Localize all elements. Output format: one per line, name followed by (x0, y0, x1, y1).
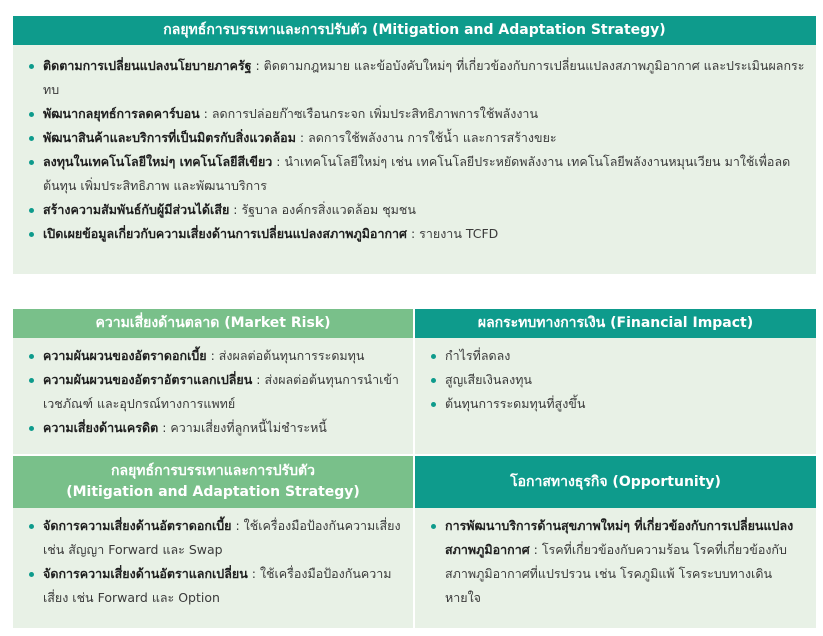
item-title: สร้างความสัมพันธ์กับผู้มีส่วนได้เสีย (43, 202, 230, 217)
mitigation-strategy-panel (13, 45, 816, 274)
item-title: จัดการความเสี่ยงด้านอัตราดอกเบี้ย (43, 518, 232, 533)
market-mitigation-panel (13, 508, 413, 628)
item-title: พัฒนาสินค้าและบริการที่เป็นมิตรกับสิ่งแวดล้อม (43, 130, 296, 145)
list-item (23, 198, 806, 222)
mitigation-list (23, 514, 403, 610)
list-item (23, 416, 403, 440)
financial-impact-header (415, 309, 816, 338)
item-title: ลงทุนในเทคโนโลยีใหม่ๆ เทคโนโลยีสีเขียว (43, 154, 273, 169)
item-text: : ลดการปล่อยก๊าซเรือนกระจก เพิ่มประสิทธิภาพการใช้พลังงาน (199, 106, 538, 121)
list-item (23, 102, 806, 126)
item-text: ต้นทุนการระดมทุนที่สูงขึ้น (445, 396, 586, 411)
item-title: ความเสี่ยงด้านเครดิต (43, 420, 159, 435)
list-item (425, 392, 806, 416)
item-title: พัฒนากลยุทธ์การลดคาร์บอน (43, 106, 200, 121)
list-item (425, 368, 806, 392)
list-item (23, 54, 806, 102)
market-risk-panel (13, 338, 413, 454)
section-title: ความเสี่ยงด้านตลาด (Market Risk) (95, 315, 331, 331)
item-title: เปิดเผยข้อมูลเกี่ยวกับความเสี่ยงด้านการเปลี่ยนแปลงสภาพภูมิอากาศ (43, 226, 407, 241)
item-title: จัดการความเสี่ยงด้านอัตราแลกเปลี่ยน (43, 566, 248, 581)
item-text: : รัฐบาล องค์กรสิ่งแวดล้อม ชุมชน (229, 202, 416, 217)
item-title: ติดตามการเปลี่ยนแปลงนโยบายภาครัฐ (43, 58, 252, 73)
item-text: กำไรที่ลดลง (445, 348, 511, 363)
strategy-list (23, 54, 806, 246)
impact-list (425, 344, 806, 416)
list-item (23, 562, 403, 610)
market-risk-header (13, 309, 413, 338)
financial-impact-panel (415, 338, 816, 454)
section-title-line-1: กลยุทธ์การบรรเทาและการปรับตัว (111, 463, 315, 479)
item-text: : ลดการใช้พลังงาน การใช้น้ำ และการสร้างขยะ (295, 130, 557, 145)
opportunity-list (425, 514, 806, 610)
item-text: : นำเทคโนโลยีใหม่ๆ เช่น เทคโนโลยีประหยัดพลังงาน เทคโนโลยีพลังงานหมุนเวียน มาใช้เพื่อลดต้นทุน เพิ่มประสิทธิภาพ และพัฒนาบริการ (43, 154, 791, 193)
item-title: การพัฒนาบริการด้านสุขภาพใหม่ๆ ที่เกี่ยวข้องกับการเปลี่ยนแปลงสภาพภูมิอากาศ (445, 518, 794, 557)
item-text: : ส่งผลต่อต้นทุนการนำเข้าเวชภัณฑ์ และอุปกรณ์ทางการแพทย์ (43, 372, 399, 411)
item-text: : โรคที่เกี่ยวข้องกับความร้อน โรคที่เกี่ยวข้องกับสภาพภูมิอากาศที่แปรปรวน เช่น โรคภูมิแพ้ โรคระบบทางเดินหายใจ (445, 542, 787, 605)
list-item (23, 344, 403, 368)
list-item (425, 344, 806, 368)
list-item (23, 514, 403, 562)
item-text: สูญเสียเงินลงทุน (445, 372, 532, 387)
list-item (425, 514, 806, 610)
item-title: ความผันผวนของอัตราอัตราแลกเปลี่ยน (43, 372, 253, 387)
list-item (23, 126, 806, 150)
section-title-line-2: (Mitigation and Adaptation Strategy) (66, 484, 360, 500)
list-item (23, 222, 806, 246)
market-mitigation-header (13, 456, 413, 508)
section-title: กลยุทธ์การบรรเทาและการปรับตัว (Mitigation and Adaptation Strategy) (163, 22, 666, 38)
opportunity-header (415, 456, 816, 508)
risk-list (23, 344, 403, 440)
item-text: : ความเสี่ยงที่ลูกหนี้ไม่ชำระหนี้ (158, 420, 327, 435)
opportunity-panel (415, 508, 816, 628)
item-text: : ส่งผลต่อต้นทุนการระดมทุน (206, 348, 365, 363)
mitigation-strategy-header (13, 16, 816, 45)
section-title: ผลกระทบทางการเงิน (Financial Impact) (477, 315, 754, 331)
item-text: : รายงาน TCFD (406, 226, 499, 241)
item-title: ความผันผวนของอัตราดอกเบี้ย (43, 348, 207, 363)
list-item (23, 150, 806, 198)
item-text: : ใช้เครื่องมือป้องกันความเสี่ยง เช่น สัญญา Forward และ Swap (43, 518, 401, 557)
item-text: : ติดตามกฎหมาย และข้อบังคับใหม่ๆ ที่เกี่ยวข้องกับการเปลี่ยนแปลงสภาพภูมิอากาศ และประเมินผลกระทบ (43, 58, 805, 97)
list-item (23, 368, 403, 416)
item-text: : ใช้เครื่องมือป้องกันความเสี่ยง เช่น Forward และ Option (43, 566, 392, 605)
section-title: โอกาสทางธุรกิจ (Opportunity) (510, 473, 721, 490)
